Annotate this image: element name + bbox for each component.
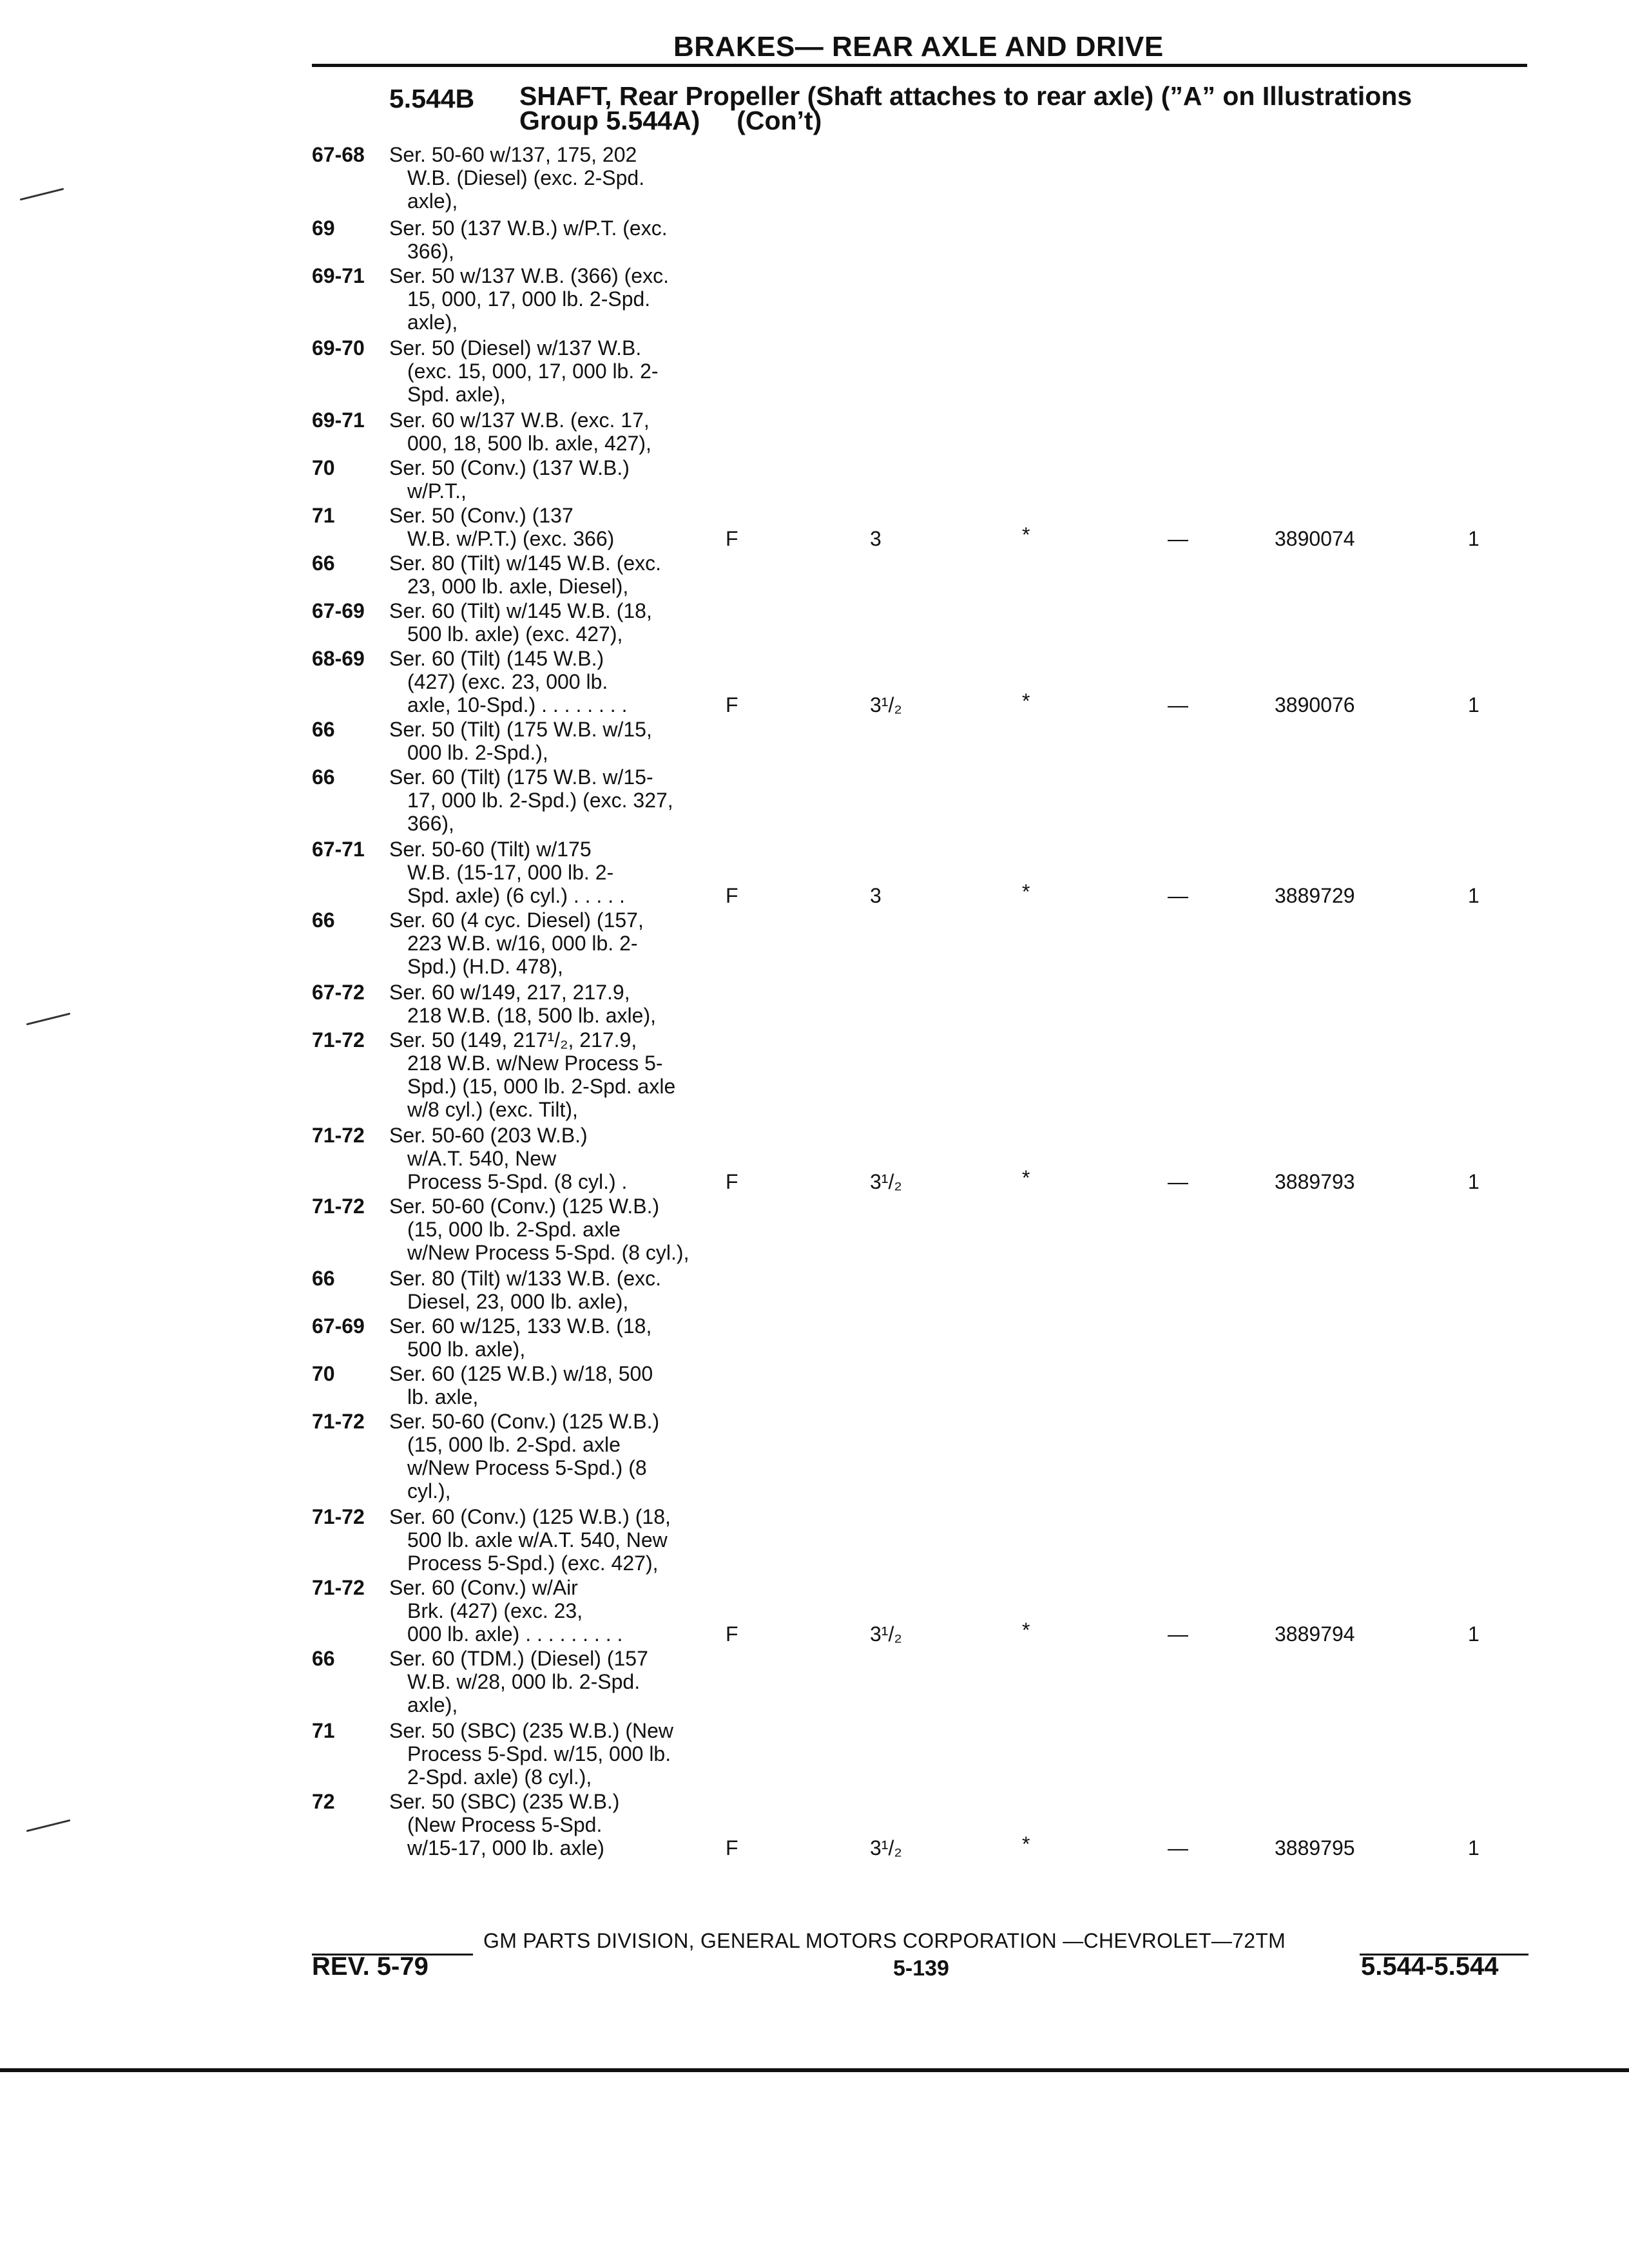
model-year: 69-70 (312, 336, 365, 360)
part-number: 3890076 (1275, 693, 1355, 716)
description-line: Process 5-Spd.) (exc. 427), (407, 1552, 659, 1575)
description-line: Spd.) (15, 000 lb. 2-Spd. axle (407, 1075, 676, 1098)
quantity: 1 (1468, 693, 1480, 716)
description-line: Ser. 60 (125 W.B.) w/18, 500 (389, 1362, 653, 1385)
model-year: 71-72 (312, 1410, 365, 1433)
description-line: w/A.T. 540, New (407, 1147, 557, 1170)
description-line: 2-Spd. axle) (8 cyl.), (407, 1765, 592, 1789)
spec-asterisk: * (1022, 523, 1030, 546)
description-line: cyl.), (407, 1479, 451, 1503)
model-year: 68-69 (312, 647, 365, 670)
description-line: Diesel, 23, 000 lb. axle), (407, 1290, 629, 1313)
model-year: 71-72 (312, 1505, 365, 1528)
description-line: Ser. 60 w/149, 217, 217.9, (389, 981, 630, 1004)
description-line: Ser. 50 (SBC) (235 W.B.) (389, 1790, 620, 1813)
description-line: axle), (407, 189, 458, 213)
description-line: 23, 000 lb. axle, Diesel), (407, 575, 629, 598)
model-year: 66 (312, 1647, 335, 1670)
description-line: Ser. 60 w/125, 133 W.B. (18, (389, 1314, 652, 1338)
model-year: 71 (312, 1719, 335, 1742)
description-line: Ser. 50 w/137 W.B. (366) (exc. (389, 264, 669, 287)
model-year: 71-72 (312, 1195, 365, 1218)
description-line: Ser. 60 (Conv.) w/Air (389, 1576, 578, 1599)
description-line: Ser. 50 (Conv.) (137 W.B.) (389, 456, 630, 479)
model-year: 66 (312, 765, 335, 789)
entry-description (389, 765, 724, 835)
entry-description (389, 456, 724, 503)
model-year: 66 (312, 908, 335, 932)
description-line: Ser. 80 (Tilt) w/133 W.B. (exc. (389, 1267, 662, 1290)
description-line: w/P.T., (407, 479, 467, 503)
entry-description (389, 718, 724, 764)
model-year: 66 (312, 718, 335, 741)
description-line: 15, 000, 17, 000 lb. 2-Spd. (407, 287, 651, 311)
entry-description (389, 599, 724, 646)
part-number: 3889729 (1275, 884, 1355, 907)
description-line: 500 lb. axle), (407, 1338, 526, 1361)
model-year: 69 (312, 216, 335, 240)
quantity: 1 (1468, 1622, 1480, 1646)
description-line: Ser. 60 (4 cyc. Diesel) (157, (389, 908, 644, 932)
section-title-line-2: Group 5.544A) (Con’t) (519, 106, 822, 135)
spec-dash: — (1168, 884, 1188, 907)
description-line: Ser. 50 (137 W.B.) w/P.T. (exc. (389, 216, 668, 240)
model-year: 66 (312, 552, 335, 575)
model-year: 69-71 (312, 264, 365, 287)
description-line: 218 W.B. (18, 500 lb. axle), (407, 1004, 656, 1027)
description-line: (exc. 15, 000, 17, 000 lb. 2- (407, 360, 659, 383)
entry-description (389, 1195, 724, 1264)
spec-asterisk: * (1022, 1619, 1030, 1642)
section-number: 5.544B (389, 84, 475, 113)
spec-size: 3 (870, 884, 882, 907)
section-title-line-1: SHAFT, Rear Propeller (Shaft attaches to rear axle) (”A” on Illustrations (519, 81, 1412, 111)
quantity: 1 (1468, 884, 1480, 907)
quantity: 1 (1468, 1170, 1480, 1193)
description-line: Process 5-Spd. w/15, 000 lb. (407, 1742, 671, 1765)
spec-code: F (726, 884, 738, 907)
description-line: Ser. 50-60 w/137, 175, 202 (389, 143, 637, 166)
description-line: Ser. 50 (SBC) (235 W.B.) (New (389, 1719, 674, 1742)
spec-code: F (726, 693, 738, 716)
description-line: (15, 000 lb. 2-Spd. axle (407, 1218, 621, 1241)
entry-description (389, 552, 724, 598)
entry-description (389, 1124, 724, 1193)
description-line: Ser. 60 (Tilt) (145 W.B.) (389, 647, 604, 670)
description-line: lb. axle, (407, 1385, 479, 1408)
entry-description (389, 264, 724, 334)
entry-description (389, 1790, 724, 1860)
entry-description (389, 1576, 724, 1646)
entry-description (389, 1362, 724, 1408)
entry-description (389, 143, 724, 213)
quantity: 1 (1468, 1836, 1480, 1860)
description-line: 000 lb. axle) . . . . . . . . . (407, 1622, 623, 1646)
model-year: 71-72 (312, 1124, 365, 1147)
description-line: 17, 000 lb. 2-Spd.) (exc. 327, (407, 789, 673, 812)
description-line: Ser. 50 (Diesel) w/137 W.B. (389, 336, 642, 360)
entry-description (389, 647, 724, 716)
description-line: Ser. 60 w/137 W.B. (exc. 17, (389, 408, 650, 432)
spec-asterisk: * (1022, 689, 1030, 713)
binder-mark (26, 1013, 71, 1026)
description-line: w/New Process 5-Spd.) (8 (407, 1456, 647, 1479)
entry-description (389, 336, 724, 406)
spec-asterisk: * (1022, 1832, 1030, 1856)
header-rule (312, 64, 1527, 67)
binder-mark (20, 188, 64, 201)
description-line: (427) (exc. 23, 000 lb. (407, 670, 608, 693)
description-line: Ser. 60 (Tilt) w/145 W.B. (18, (389, 599, 652, 622)
quantity: 1 (1468, 527, 1480, 550)
description-line: 366), (407, 812, 454, 835)
entry-description (389, 504, 724, 550)
model-year: 67-72 (312, 981, 365, 1004)
description-line: 366), (407, 240, 454, 263)
entry-description (389, 1647, 724, 1716)
entry-description (389, 1410, 724, 1503)
spec-dash: — (1168, 1836, 1188, 1860)
spec-size: 3¹/₂ (870, 1836, 902, 1860)
spec-asterisk: * (1022, 880, 1030, 903)
spec-code: F (726, 1836, 738, 1860)
spec-size: 3 (870, 527, 882, 550)
entry-description (389, 1719, 724, 1789)
entry-description (389, 1028, 724, 1121)
description-line: Ser. 50 (Tilt) (175 W.B. w/15, (389, 718, 652, 741)
description-line: Spd. axle) (6 cyl.) . . . . . (407, 884, 625, 907)
model-year: 70 (312, 1362, 335, 1385)
page-header-title: BRAKES— REAR AXLE AND DRIVE (673, 31, 1164, 62)
binder-mark (26, 1820, 71, 1832)
description-line: Ser. 50-60 (203 W.B.) (389, 1124, 588, 1147)
spec-dash: — (1168, 693, 1188, 716)
description-line: w/15-17, 000 lb. axle) (407, 1836, 604, 1860)
description-line: Ser. 50-60 (Conv.) (125 W.B.) (389, 1195, 660, 1218)
description-line: 218 W.B. w/New Process 5- (407, 1052, 663, 1075)
part-number: 3889794 (1275, 1622, 1355, 1646)
spec-code: F (726, 1170, 738, 1193)
part-number: 3889795 (1275, 1836, 1355, 1860)
description-line: Spd.) (H.D. 478), (407, 955, 563, 978)
spec-dash: — (1168, 1170, 1188, 1193)
page-number: 5-139 (893, 1956, 949, 1981)
group-reference: 5.544-5.544 (1361, 1952, 1499, 1981)
description-line: Ser. 80 (Tilt) w/145 W.B. (exc. (389, 552, 662, 575)
description-line: Ser. 60 (Conv.) (125 W.B.) (18, (389, 1505, 671, 1528)
description-line: Brk. (427) (exc. 23, (407, 1599, 583, 1622)
description-line: Ser. 50-60 (Tilt) w/175 (389, 838, 592, 861)
description-line: Spd. axle), (407, 383, 506, 406)
description-line: w/New Process 5-Spd. (8 cyl.), (407, 1241, 689, 1264)
description-line: Ser. 50 (149, 217¹/₂, 217.9, (389, 1028, 637, 1052)
description-line: 223 W.B. w/16, 000 lb. 2- (407, 932, 638, 955)
footer-publisher: GM PARTS DIVISION, GENERAL MOTORS CORPORATION —CHEVROLET—72TM (483, 1929, 1286, 1952)
spec-code: F (726, 1622, 738, 1646)
page-bottom-rule (0, 2068, 1629, 2072)
description-line: axle), (407, 311, 458, 334)
section-title (519, 81, 1525, 135)
description-line: (15, 000 lb. 2-Spd. axle (407, 1433, 621, 1456)
description-line: w/8 cyl.) (exc. Tilt), (407, 1098, 578, 1121)
entry-description (389, 216, 724, 263)
description-line: Ser. 50-60 (Conv.) (125 W.B.) (389, 1410, 660, 1433)
description-line: Ser. 50 (Conv.) (137 (389, 504, 574, 527)
entry-description (389, 1314, 724, 1361)
revision-label: REV. 5-79 (312, 1952, 429, 1981)
description-line: 000, 18, 500 lb. axle, 427), (407, 432, 651, 455)
description-line: 500 lb. axle w/A.T. 540, New (407, 1528, 668, 1552)
model-year: 72 (312, 1790, 335, 1813)
model-year: 69-71 (312, 408, 365, 432)
model-year: 66 (312, 1267, 335, 1290)
entry-description (389, 981, 724, 1027)
description-line: 000 lb. 2-Spd.), (407, 741, 548, 764)
model-year: 67-69 (312, 599, 365, 622)
model-year: 67-68 (312, 143, 365, 166)
description-line: W.B. (Diesel) (exc. 2-Spd. (407, 166, 645, 189)
description-line: Process 5-Spd. (8 cyl.) . (407, 1170, 628, 1193)
description-line: Ser. 60 (Tilt) (175 W.B. w/15- (389, 765, 653, 789)
description-line: axle, 10-Spd.) . . . . . . . . (407, 693, 628, 716)
spec-dash: — (1168, 1622, 1188, 1646)
description-line: W.B. w/P.T.) (exc. 366) (407, 527, 615, 550)
description-line: W.B. w/28, 000 lb. 2-Spd. (407, 1670, 641, 1693)
entry-description (389, 908, 724, 978)
spec-dash: — (1168, 527, 1188, 550)
model-year: 70 (312, 456, 335, 479)
description-line: 500 lb. axle) (exc. 427), (407, 622, 623, 646)
spec-size: 3¹/₂ (870, 1170, 902, 1193)
description-line: Ser. 60 (TDM.) (Diesel) (157 (389, 1647, 648, 1670)
entry-description (389, 1505, 724, 1575)
spec-code: F (726, 527, 738, 550)
model-year: 71-72 (312, 1028, 365, 1052)
description-line: (New Process 5-Spd. (407, 1813, 602, 1836)
model-year: 71 (312, 504, 335, 527)
description-line: axle), (407, 1693, 458, 1716)
model-year: 71-72 (312, 1576, 365, 1599)
entry-description (389, 838, 724, 907)
part-number: 3889793 (1275, 1170, 1355, 1193)
part-number: 3890074 (1275, 527, 1355, 550)
spec-asterisk: * (1022, 1166, 1030, 1189)
spec-size: 3¹/₂ (870, 1622, 902, 1646)
entry-description (389, 1267, 724, 1313)
model-year: 67-69 (312, 1314, 365, 1338)
description-line: W.B. (15-17, 000 lb. 2- (407, 861, 614, 884)
entry-description (389, 408, 724, 455)
model-year: 67-71 (312, 838, 365, 861)
spec-size: 3¹/₂ (870, 693, 902, 716)
